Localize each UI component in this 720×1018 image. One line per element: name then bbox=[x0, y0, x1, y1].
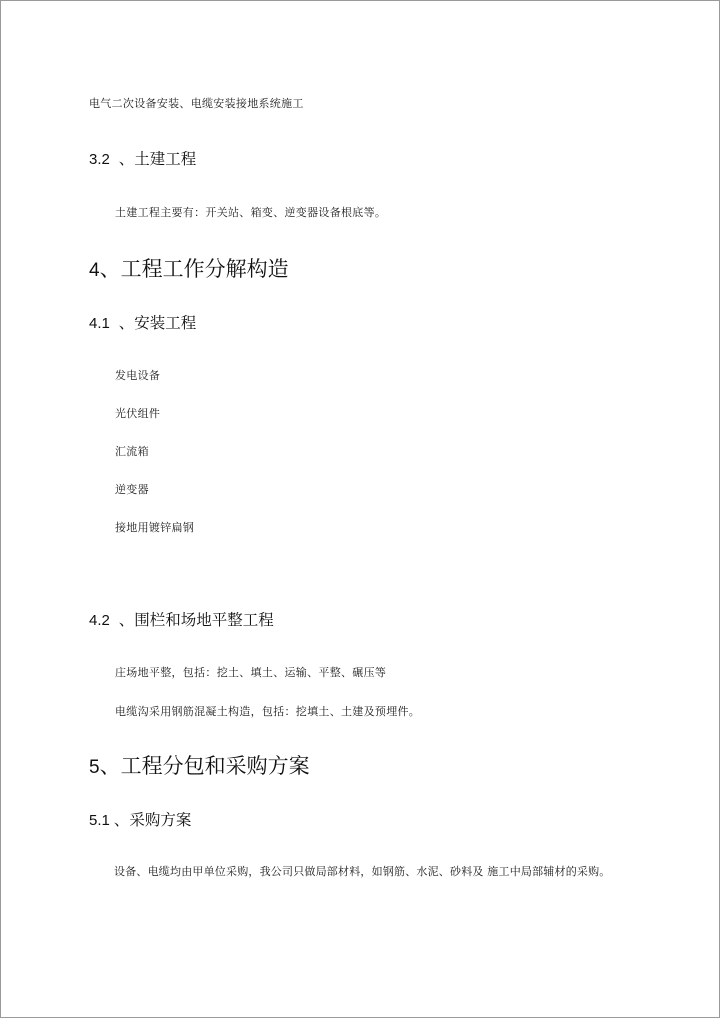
section-number: 4 bbox=[89, 260, 100, 281]
section-separator: 、 bbox=[113, 611, 135, 629]
section-separator: 、 bbox=[113, 150, 135, 168]
section-5-1-paragraph: 设备、电缆均由甲单位采购，我公司只做局部材料，如钢筋、水泥、砂料及 施工中局部辅材的采购。 bbox=[114, 865, 611, 878]
list-item: 发电设备 bbox=[115, 369, 161, 382]
section-title: 安装工程 bbox=[134, 314, 197, 332]
section-4-heading bbox=[89, 253, 289, 283]
section-3-2-text: 土建工程主要有：开关站、箱变、逆变器设备根底等。 bbox=[115, 206, 387, 219]
section-number: 5.1 bbox=[89, 812, 110, 829]
section-separator: 、 bbox=[99, 257, 121, 281]
section-separator: 、 bbox=[113, 811, 130, 829]
section-4-1-heading bbox=[89, 311, 196, 333]
section-3-2-heading bbox=[89, 147, 196, 169]
section-5-heading bbox=[89, 750, 310, 780]
section-separator: 、 bbox=[113, 314, 135, 332]
list-item: 汇流箱 bbox=[115, 445, 149, 458]
section-title: 围栏和场地平整工程 bbox=[134, 611, 274, 629]
list-item: 光伏组件 bbox=[115, 407, 161, 420]
section-5-1-heading bbox=[89, 808, 191, 830]
list-item: 庄场地平整，包括：挖土、填土、运输、平整、碾压等 bbox=[115, 666, 387, 679]
section-number: 4.1 bbox=[89, 315, 110, 332]
list-item: 接地用镀锌扁钢 bbox=[115, 521, 195, 534]
section-number: 4.2 bbox=[89, 612, 110, 629]
section-number: 5 bbox=[89, 757, 100, 778]
section-title: 采购方案 bbox=[129, 811, 192, 829]
section-title: 工程工作分解构造 bbox=[120, 257, 289, 281]
section-separator: 、 bbox=[99, 754, 121, 778]
list-item: 电缆沟采用钢筋混凝土构造，包括：挖填土、土建及预埋件。 bbox=[115, 705, 421, 718]
intro-line: 电气二次设备安装、电缆安装接地系统施工 bbox=[89, 97, 304, 110]
list-item: 逆变器 bbox=[115, 483, 149, 496]
section-number: 3.2 bbox=[89, 151, 110, 168]
section-title: 工程分包和采购方案 bbox=[120, 754, 310, 778]
section-4-2-heading bbox=[89, 608, 274, 630]
section-title: 土建工程 bbox=[134, 150, 197, 168]
